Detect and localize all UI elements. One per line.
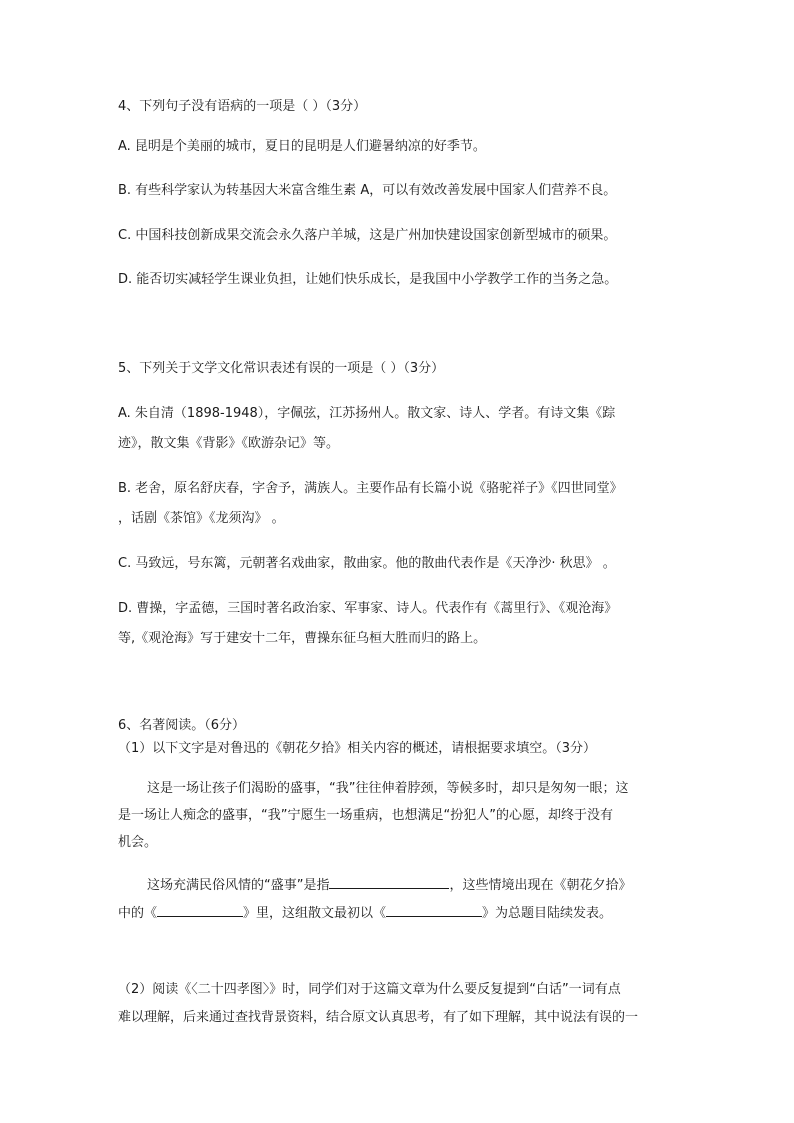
q6-part2-line1: （2）阅读《〈二十四孝图〉》时，同学们对于这篇文章为什么要反复提到“白话”一词有点 bbox=[118, 982, 621, 997]
q4-option-b: B. 有些科学家认为转基因大米富含维生素 A，可以有效改善发展中国家人们营养不良。 bbox=[118, 183, 617, 198]
answer-blank-2[interactable] bbox=[157, 902, 243, 917]
fill-text: 》为总题目陆续发表。 bbox=[482, 906, 613, 921]
answer-blank-1[interactable] bbox=[329, 874, 449, 889]
q5-option-a-line1: A. 朱自清（1898-1948），字佩弦，江苏扬州人。散文家、诗人、学者。有诗文集《踪 bbox=[118, 406, 616, 421]
q6-passage-line3: 机会。 bbox=[118, 835, 158, 850]
fill-text: 》里，这组散文最初以《 bbox=[243, 906, 387, 921]
q5-option-c: C. 马致远，号东篱，元朝著名戏曲家，散曲家。他的散曲代表作是《天净沙· 秋思》 。 bbox=[118, 556, 616, 571]
q5-stem: 5、下列关于文学文化常识表述有误的一项是（ ）（3分） bbox=[118, 361, 445, 376]
answer-blank-3[interactable] bbox=[386, 902, 482, 917]
q6-fill-line1 bbox=[147, 874, 632, 896]
q6-part2-line2: 难以理解，后来通过查找背景资料，结合原文认真思考，有了如下理解，其中说法有误的一 bbox=[118, 1010, 639, 1025]
q5-option-d-line2: 等,《观沧海》写于建安十二年，曹操东征乌桓大胜而归的路上。 bbox=[118, 631, 487, 646]
q6-part1-prompt: （1）以下文字是对鲁迅的《朝花夕拾》相关内容的概述，请根据要求填空。（3分） bbox=[118, 741, 597, 756]
q5-option-b-line1: B. 老舍，原名舒庆春，字舍予，满族人。主要作品有长篇小说《骆驼祥子》《四世同堂》 bbox=[118, 481, 623, 496]
q6-fill-line2 bbox=[118, 902, 612, 924]
q4-option-d: D. 能否切实减轻学生课业负担，让她们快乐成长，是我国中小学教学工作的当务之急。 bbox=[118, 272, 618, 287]
q5-option-d-line1: D. 曹操，字孟德，三国时著名政治家、军事家、诗人。代表作有《蒿里行》、《观沧海》 bbox=[118, 601, 618, 616]
fill-text: 中的《 bbox=[118, 906, 158, 921]
q4-option-a: A. 昆明是个美丽的城市，夏日的昆明是人们避暑纳凉的好季节。 bbox=[118, 139, 486, 154]
q4-option-c: C. 中国科技创新成果交流会永久落户羊城，这是广州加快建设国家创新型城市的硕果。 bbox=[118, 228, 617, 243]
fill-text: 这场充满民俗风情的“盛事”是指 bbox=[147, 878, 330, 893]
fill-text: ，这些情境出现在《朝花夕拾》 bbox=[449, 878, 632, 893]
q5-option-a-line2: 迹》，散文集《背影》《欧游杂记》等。 bbox=[118, 436, 340, 451]
q6-passage-line1: 这是一场让孩子们渴盼的盛事，“我”往往伸着脖颈，等候多时，却只是匆匆一眼；这 bbox=[147, 781, 629, 796]
q6-passage-line2: 是一场让人痴念的盛事，“我”宁愿生一场重病，也想满足“扮犯人”的心愿，却终于没有 bbox=[118, 808, 613, 823]
q6-stem: 6、名著阅读。（6分） bbox=[118, 718, 246, 733]
q5-option-b-line2: ，话剧《茶馆》《龙须沟》 。 bbox=[118, 511, 285, 526]
q4-stem: 4、下列句子没有语病的一项是（ ）（3分） bbox=[118, 99, 367, 114]
